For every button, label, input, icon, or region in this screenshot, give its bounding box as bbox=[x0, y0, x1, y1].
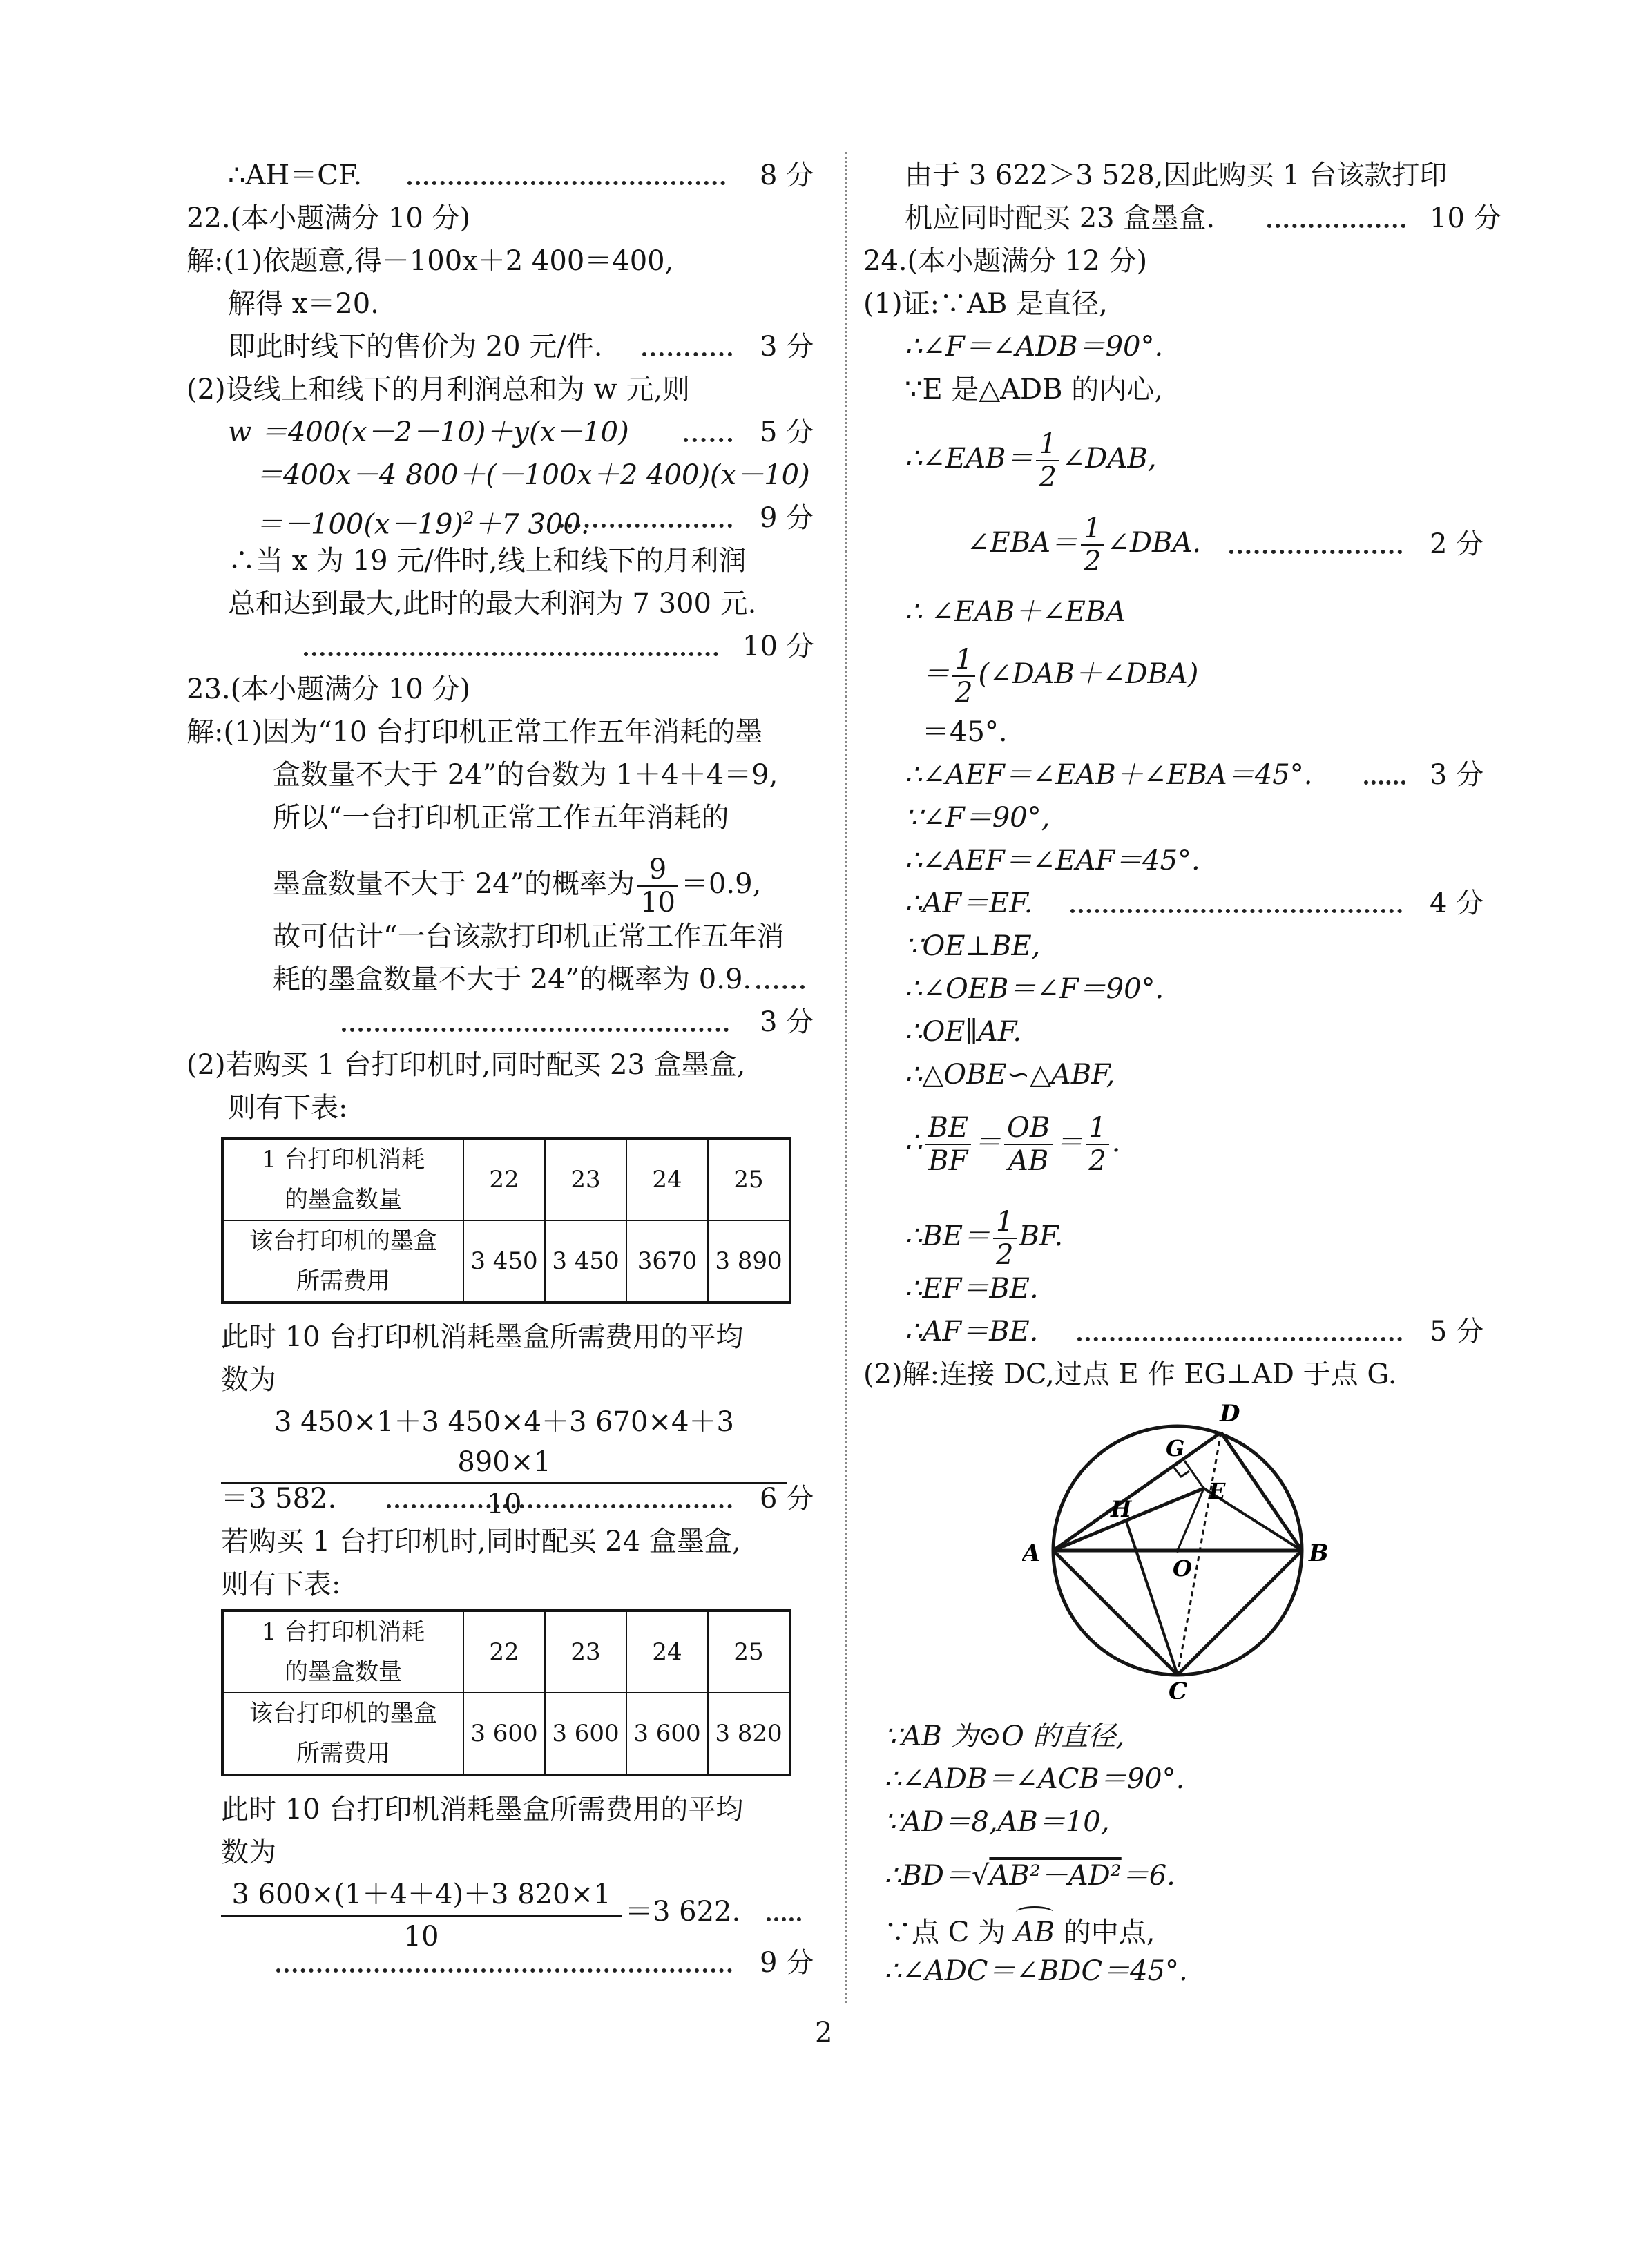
label-b: B bbox=[1309, 1539, 1329, 1567]
score-mark: 2 分 bbox=[1430, 528, 1484, 560]
table-header: 1 台打印机消耗 的墨盒数量 bbox=[222, 1611, 463, 1693]
math-part: ∠DBA. bbox=[1106, 527, 1202, 559]
fraction-expression: $\frac{3 450\times 1+3 450\times 4+3 670\times 4+3 890\times 1}{10}$ bbox=[221, 1402, 787, 1524]
text-line: 盒数量不大于 24”的台数为 1＋4＋4＝9, bbox=[273, 759, 778, 791]
math-part: ＝ bbox=[922, 658, 950, 690]
leader-dots bbox=[407, 181, 725, 185]
math-line: ∴OE∥AF. bbox=[905, 1016, 1022, 1048]
text-line: ∴AH＝CF. bbox=[228, 160, 363, 191]
math-part: BF. bbox=[1019, 1220, 1064, 1252]
math-line: ∴∠F＝∠ADB＝90°. bbox=[905, 331, 1164, 363]
table-header: 该台打印机的墨盒 所需费用 bbox=[222, 1220, 463, 1303]
math-line: ＝400x－4 800＋(－100x＋2 400)(x－10) bbox=[256, 459, 810, 491]
cost-table-23 bbox=[221, 1137, 791, 1304]
leader-dots bbox=[1229, 550, 1402, 554]
text-line: 解:(1)依题意,得－100x＋2 400＝400, bbox=[186, 245, 674, 277]
score-mark: 9 分 bbox=[760, 1947, 814, 1979]
leader-dots bbox=[1267, 224, 1405, 228]
segment-db bbox=[1221, 1432, 1302, 1551]
text-line: (2)设线上和线下的月利润总和为 w 元,则 bbox=[186, 374, 691, 405]
text-line: 数为 bbox=[221, 1836, 276, 1868]
text-line: 此时 10 台打印机消耗墨盒所需费用的平均 bbox=[221, 1321, 744, 1353]
math-part: (∠DAB＋∠DBA) bbox=[978, 658, 1199, 690]
leader-dots bbox=[756, 985, 805, 989]
cost-table-24 bbox=[221, 1609, 791, 1776]
label-o: O bbox=[1173, 1555, 1192, 1582]
math-part: ＝－100(x－19) bbox=[256, 508, 464, 541]
math-line: ∴ ∠EAB＋∠EBA bbox=[905, 596, 1126, 628]
score-mark: 3 分 bbox=[760, 1006, 814, 1038]
radicand: AB²－AD² bbox=[989, 1860, 1122, 1892]
table-cell: 22 bbox=[463, 1138, 545, 1220]
score-mark: 10 分 bbox=[1430, 202, 1501, 234]
fraction: $\frac{1}{2}$ bbox=[993, 1206, 1016, 1271]
score-mark: 8 分 bbox=[760, 160, 814, 191]
text-line: 由于 3 622＞3 528,因此购买 1 台该款打印 bbox=[905, 160, 1448, 191]
text-line: ∵E 是△ADB 的内心, bbox=[905, 374, 1163, 405]
leader-dots bbox=[1077, 1337, 1402, 1341]
math-line: ∴∠AEF＝∠EAF＝45°. bbox=[905, 845, 1200, 876]
table-cell: 23 bbox=[545, 1611, 626, 1693]
label-d: D bbox=[1220, 1400, 1240, 1428]
arc-ab: AB bbox=[1015, 1910, 1055, 1950]
text-line: 总和达到最大,此时的最大利润为 7 300 元. bbox=[228, 588, 757, 620]
text-part: 墨盒数量不大于 24”的概率为 bbox=[273, 868, 635, 900]
segment-hc bbox=[1126, 1519, 1178, 1675]
score-mark: 6 分 bbox=[760, 1483, 814, 1515]
fraction: $\frac{OB}{AB}$ bbox=[1004, 1112, 1053, 1177]
table-cell: 25 bbox=[708, 1138, 790, 1220]
circle-geometry-figure bbox=[1022, 1395, 1340, 1699]
table-cell: 3 450 bbox=[545, 1220, 626, 1303]
table-cell: 3 450 bbox=[463, 1220, 545, 1303]
text-part: ∵点 C 为 bbox=[884, 1917, 1006, 1948]
math-line: ∴AF＝BE. bbox=[905, 1316, 1039, 1347]
leader-dots bbox=[276, 1968, 732, 1973]
table-cell: 3 600 bbox=[545, 1693, 626, 1775]
leader-dots bbox=[559, 524, 732, 528]
score-mark: 9 分 bbox=[760, 502, 814, 534]
text-line: 此时 10 台打印机消耗墨盒所需费用的平均 bbox=[221, 1794, 744, 1825]
table-header: 1 台打印机消耗 的墨盒数量 bbox=[222, 1138, 463, 1220]
math-line bbox=[922, 644, 1198, 709]
text-line: 机应同时配买 23 盒墨盒. bbox=[905, 202, 1216, 234]
math-line: ∴EF＝BE. bbox=[905, 1273, 1039, 1305]
table-cell: 3 600 bbox=[626, 1693, 708, 1775]
label-e: E bbox=[1209, 1478, 1226, 1504]
text-line: 所以“一台打印机正常工作五年消耗的 bbox=[273, 802, 729, 834]
math-line: ∴∠OEB＝∠F＝90°. bbox=[905, 973, 1164, 1005]
question-title: 22.(本小题满分 10 分) bbox=[186, 202, 471, 234]
segment-eg bbox=[1184, 1461, 1204, 1488]
leader-dots bbox=[684, 438, 732, 442]
text-line: 数为 bbox=[221, 1364, 276, 1396]
leader-dots bbox=[387, 1504, 732, 1508]
score-mark: 10 分 bbox=[742, 631, 814, 662]
table-cell: 3 890 bbox=[708, 1220, 790, 1303]
label-h: H bbox=[1111, 1496, 1132, 1522]
math-line: ∵OE⊥BE, bbox=[905, 930, 1041, 962]
text-line: ∴当 x 为 19 元/件时,线上和线下的月利润 bbox=[228, 545, 747, 577]
math-line: ∴AF＝EF. bbox=[905, 887, 1033, 919]
math-part: ＝6. bbox=[1121, 1860, 1175, 1892]
score-mark: 3 分 bbox=[1430, 759, 1484, 791]
text-line: ＝3 622. bbox=[625, 1896, 741, 1928]
math-line bbox=[905, 1206, 1063, 1271]
fraction: $\frac{1}{2}$ bbox=[952, 644, 975, 709]
math-line: ∴∠AEF＝∠EAB＋∠EBA＝45°. bbox=[905, 759, 1313, 791]
text-line: (1)证:∵AB 是直径, bbox=[863, 288, 1108, 320]
text-line: 则有下表: bbox=[228, 1092, 348, 1124]
text-line: 故可估计“一台该款打印机正常工作五年消 bbox=[273, 921, 785, 952]
therefore-symbol: ∴ bbox=[905, 1126, 923, 1158]
text-line: 耗的墨盒数量不大于 24”的概率为 0.9. bbox=[273, 963, 752, 995]
math-line: ∴△OBE∽△ABF, bbox=[905, 1059, 1115, 1091]
leader-dots bbox=[642, 352, 732, 356]
fraction-expression: $\frac{3 600\times(1+4+4)+3 820\times 1}{10}$ bbox=[221, 1874, 622, 1957]
text-line bbox=[884, 1910, 1155, 1950]
leader-dots bbox=[1070, 909, 1402, 913]
table-cell: 3670 bbox=[626, 1220, 708, 1303]
math-part: ＋7 300. bbox=[474, 508, 590, 541]
table-cell: 3 600 bbox=[463, 1693, 545, 1775]
leader-dots bbox=[304, 652, 718, 656]
fraction: $\frac{1}{2}$ bbox=[1086, 1112, 1108, 1177]
text-line: 即此时线下的售价为 20 元/件. bbox=[228, 331, 603, 363]
text-line: ＝45°. bbox=[922, 716, 1008, 748]
fraction: $\frac{1}{2}$ bbox=[1036, 428, 1059, 493]
score-mark: 4 分 bbox=[1430, 887, 1484, 919]
text-part: 的中点, bbox=[1063, 1917, 1155, 1948]
question-title: 23.(本小题满分 10 分) bbox=[186, 673, 471, 705]
table-cell: 3 820 bbox=[708, 1693, 790, 1775]
question-title: 24.(本小题满分 12 分) bbox=[863, 245, 1148, 277]
score-mark: 5 分 bbox=[760, 416, 814, 448]
score-mark: 5 分 bbox=[1430, 1316, 1484, 1347]
leader-dots bbox=[1364, 780, 1405, 785]
math-part: ∠EBA＝ bbox=[967, 527, 1078, 559]
math-line: $=-100(x-19)^2+7$ 300. bbox=[256, 508, 590, 541]
math-part: ∠DAB, bbox=[1062, 443, 1157, 474]
table-cell: 24 bbox=[626, 1611, 708, 1693]
text-line: (2)解:连接 DC,过点 E 作 EG⊥AD 于点 G. bbox=[863, 1359, 1397, 1390]
text-line: 则有下表: bbox=[221, 1568, 341, 1600]
table-cell: 23 bbox=[545, 1138, 626, 1220]
label-g: G bbox=[1166, 1435, 1185, 1461]
label-a: A bbox=[1022, 1539, 1041, 1567]
text-part: ＝0.9, bbox=[680, 868, 762, 900]
text-line: (2)若购买 1 台打印机时,同时配买 23 盒墨盒, bbox=[186, 1049, 746, 1081]
math-line: ∴∠ADC＝∠BDC＝45°. bbox=[884, 1955, 1188, 1987]
math-line: w ＝400(x－2－10)＋y(x－10) bbox=[228, 416, 629, 448]
math-line: ∵AB 为⊙O 的直径, bbox=[884, 1720, 1125, 1752]
text-line: ＝3 582. bbox=[221, 1483, 337, 1515]
fraction: $\frac{1}{2}$ bbox=[1081, 512, 1104, 577]
math-line: ∴ $\frac{BE}{BF}$ ＝ $\frac{OB}{AB}$ ＝ $\frac{1}{2}$ . bbox=[905, 1112, 1121, 1177]
right-angle-mark bbox=[1174, 1468, 1189, 1477]
text-line: 解:(1)因为“10 台打印机正常工作五年消耗的墨 bbox=[186, 716, 763, 748]
math-line: ∵AD＝8,AB＝10, bbox=[884, 1806, 1110, 1838]
leader-dots bbox=[342, 1028, 729, 1032]
table-cell: 24 bbox=[626, 1138, 708, 1220]
label-c: C bbox=[1169, 1678, 1188, 1699]
fraction: $\frac{BE}{BF}$ bbox=[925, 1112, 971, 1177]
math-line bbox=[967, 512, 1201, 577]
score-mark: 3 分 bbox=[760, 331, 814, 363]
text-line bbox=[273, 854, 761, 919]
text-line: 解得 x＝20. bbox=[228, 288, 379, 320]
page-number: 2 bbox=[815, 2017, 833, 2048]
text-line: 若购买 1 台打印机时,同时配买 24 盒墨盒, bbox=[221, 1526, 741, 1557]
table-cell: 22 bbox=[463, 1611, 545, 1693]
leader-dots bbox=[767, 1917, 801, 1921]
math-line: ∵∠F＝90°, bbox=[905, 802, 1050, 834]
math-line bbox=[884, 1858, 1175, 1894]
column-divider bbox=[845, 152, 847, 2003]
table-cell: 25 bbox=[708, 1611, 790, 1693]
math-line: ∴∠ADB＝∠ACB＝90°. bbox=[884, 1763, 1185, 1795]
table-header: 该台打印机的墨盒 所需费用 bbox=[222, 1693, 463, 1775]
math-part: ∴∠EAB＝ bbox=[905, 443, 1034, 474]
math-part: ∴BE＝ bbox=[905, 1220, 991, 1252]
math-part: ∴BD＝√ bbox=[884, 1860, 990, 1892]
math-line bbox=[905, 428, 1157, 493]
fraction: $\frac{9}{10}$ bbox=[637, 854, 678, 919]
